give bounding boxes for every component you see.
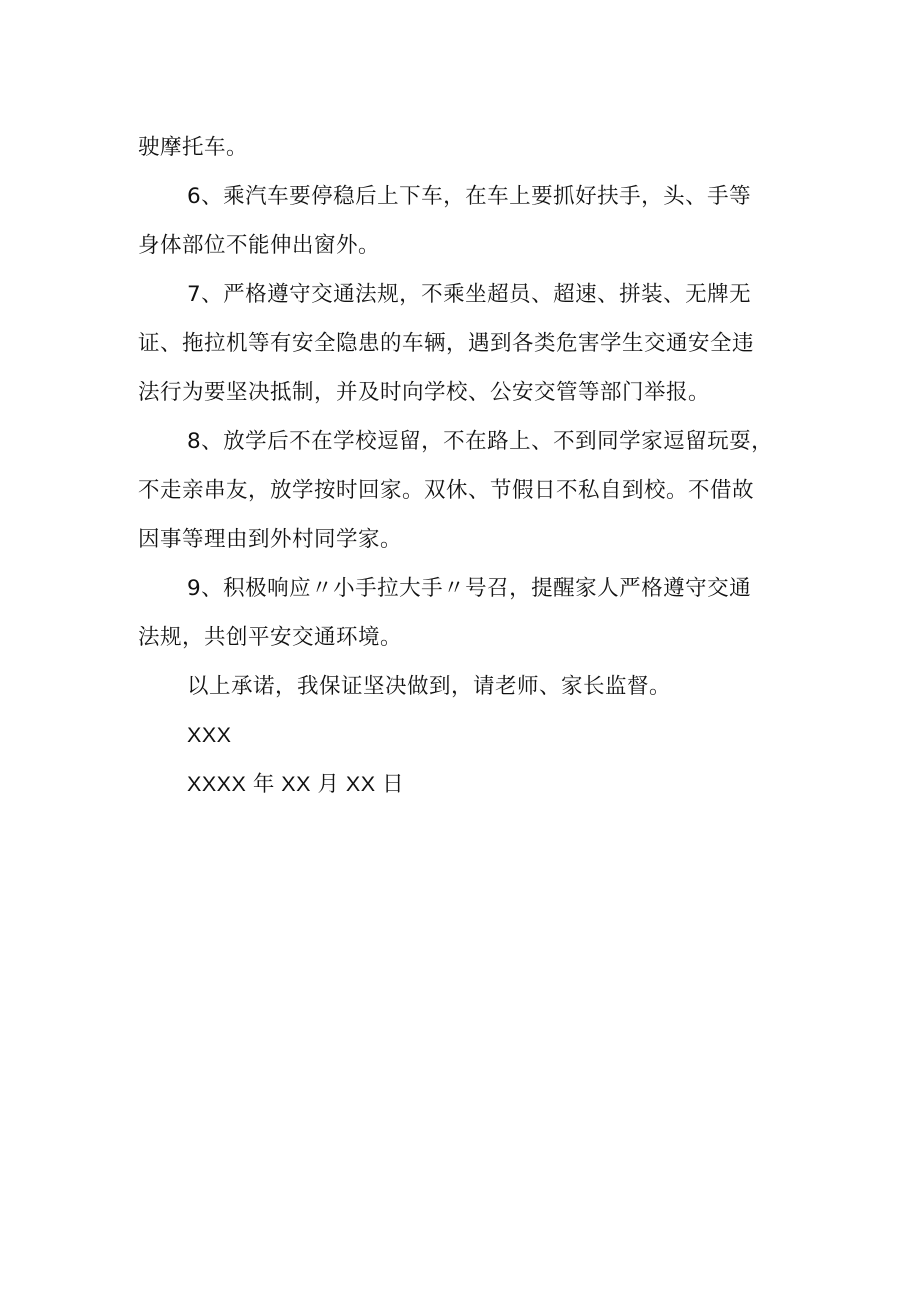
item-8-line-1: 8、放学后不在学校逗留，不在路上、不到同学家逗留玩耍，: [187, 429, 774, 454]
item-6-line-2: 身体部位不能伸出窗外。: [138, 233, 381, 258]
item-7-line-3: 法行为要坚决抵制，并及时向学校、公安交管等部门举报。: [138, 380, 711, 405]
item-8-line-3: 因事等理由到外村同学家。: [138, 527, 403, 552]
item-8-line-2: 不走亲串友，放学按时回家。双休、节假日不私自到校。不借故: [138, 478, 755, 503]
document-body: [138, 123, 788, 809]
item-9-line-1: 9、积极响应〃小手拉大手〃号召，提醒家人严格遵守交通: [187, 576, 752, 601]
paragraph-5-continuation: 驶摩托车。: [138, 135, 249, 160]
signature-name: XXX: [187, 723, 232, 747]
item-9-line-2: 法规，共创平安交通环境。: [138, 625, 403, 650]
signature-date: XXXX 年 XX 月 XX 日: [187, 772, 405, 796]
item-7-line-2: 证、拖拉机等有安全隐患的车辆，遇到各类危害学生交通安全违: [138, 331, 755, 356]
pledge-statement: 以上承诺，我保证坚决做到，请老师、家长监督。: [187, 674, 672, 699]
item-7-line-1: 7、严格遵守交通法规，不乘坐超员、超速、拼装、无牌无: [187, 282, 752, 307]
item-6-line-1: 6、乘汽车要停稳后上下车，在车上要抓好扶手，头、手等: [187, 184, 752, 209]
